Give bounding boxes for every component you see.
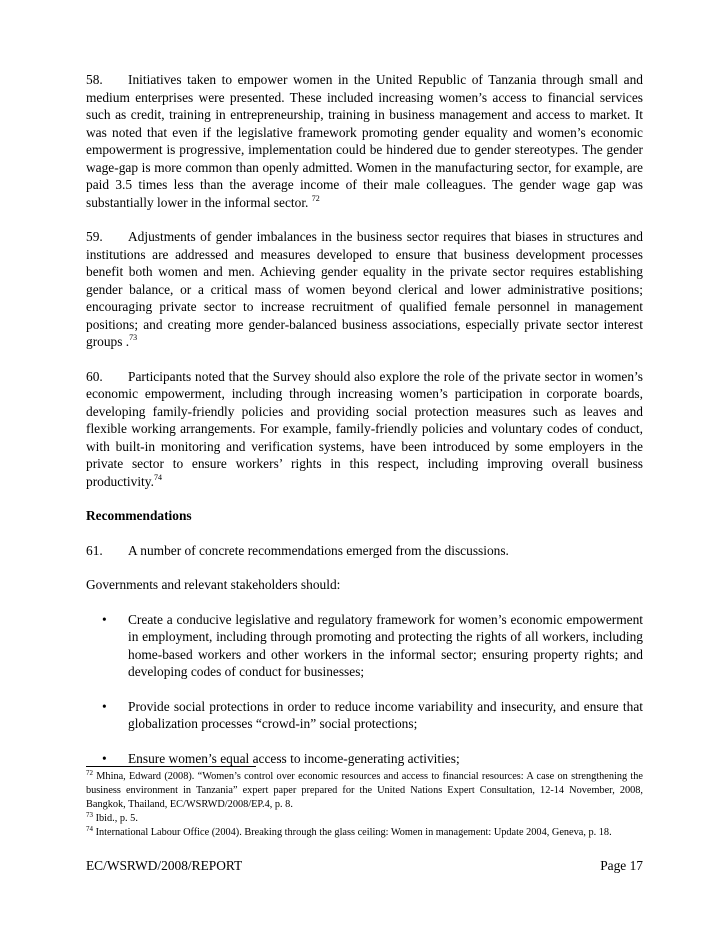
- paragraph-58: [86, 71, 643, 211]
- recommendations-list: [86, 611, 643, 768]
- page-footer: [86, 858, 643, 874]
- footnote-text: International Labour Office (2004). Breaking through the glass ceiling: Women in management: Update 2004, Geneva, p. 18.: [93, 827, 612, 838]
- footnote-number: 73: [86, 811, 93, 819]
- paragraph-number: 60.: [86, 368, 103, 384]
- bullet-icon: •: [102, 698, 107, 714]
- page-number: Page 17: [600, 858, 643, 873]
- intro-line: Governments and relevant stakeholders should:: [86, 577, 341, 592]
- footnote-72: [86, 770, 643, 812]
- footnotes: [86, 770, 643, 840]
- footnote-divider: [86, 766, 256, 767]
- paragraph-number: 59.: [86, 229, 103, 244]
- bullet-icon: •: [102, 611, 107, 627]
- paragraph-number: 61.: [86, 542, 103, 558]
- paragraph-60: [86, 368, 643, 491]
- footnote-text: Ibid., p. 5.: [93, 813, 138, 824]
- paragraph-text: Initiatives taken to empower women in the United Republic of Tanzania through small and medium enterprises were presented. These included increasing women’s access to financial services such as credit, training in entrepreneurship, training in business management and access to market. It was noted that even if the legislative framework promoting gender equality and women’s economic empowerment is progressive, implementation could be hindered due to gender stereotypes. The gender wage-gap is more common than openly admitted. Women in the manufacturing sector, for example, are paid 3.5 times less than the average income of their male colleagues. The gender wage gap was substantially lower in the informal sector.: [86, 72, 643, 210]
- paragraph-61: [86, 542, 643, 560]
- paragraph-59: [86, 228, 643, 351]
- section-heading: Recommendations: [86, 508, 192, 523]
- footnote-number: 72: [86, 769, 93, 777]
- footnote-ref[interactable]: 72: [311, 193, 320, 203]
- footnote-74: [86, 826, 643, 840]
- list-item-text: Create a conducive legislative and regulatory framework for women’s economic empowerment in employment, including through promoting and protecting the rights of all workers, including home-based workers and other workers in the informal sector; ensuring property rights; and developing codes of conduct for businesses;: [128, 611, 643, 679]
- footnote-ref[interactable]: 73: [129, 333, 138, 342]
- list-item: [86, 750, 643, 768]
- page-body: [86, 71, 643, 784]
- paragraph-text: Participants noted that the Survey should also explore the role of the private sector in women’s economic empowerment, including through increasing women’s participation in corporate boards, developing family-friendly policies and providing social protection measures such as leaves and flexible working arrangements. For example, family-friendly policies and voluntary codes of conduct, with built-in monitoring and verification systems, have been introduced by some employers in the private sector to ensure workers’ rights in this respect, including improving overall business productivity.: [86, 368, 643, 489]
- paragraph-text: Adjustments of gender imbalances in the business sector requires that biases in structures and institutions are addressed and measures developed to ensure that business development processes benefit both women and men. Achieving gender equality in the private sector requires establishing gender balance, or a critical mass of women beyond clerical and lower administrative positions; encouraging private sector to increase recruitment of qualified female personnel in management positions; and creating more gender-balanced business associations, especially private sector interest groups .: [86, 229, 643, 349]
- footnote-text: Mhina, Edward (2008). “Women’s control over economic resources and access to financial resources: A case on strengthening the business environment in Tanzania” expert paper prepared for the United Nations Expert Consultation, 12-14 November, 2008, Bangkok, Thailand, EC/WSRWD/2008/EP.4, p. 8.: [86, 771, 643, 810]
- footnote-number: 74: [86, 825, 93, 833]
- list-item: [86, 611, 643, 681]
- paragraph-number: 58.: [86, 72, 103, 87]
- list-item-text: Provide social protections in order to reduce income variability and insecurity, and ensure that globalization processes “crowd-in” social protections;: [128, 698, 643, 731]
- footnote-ref[interactable]: 74: [153, 472, 162, 482]
- document-id: EC/WSRWD/2008/REPORT: [86, 858, 243, 873]
- list-item-text: Ensure women’s equal access to income-generating activities;: [128, 750, 460, 766]
- list-item: [86, 698, 643, 733]
- bullet-icon: •: [102, 750, 107, 766]
- footnote-73: [86, 812, 643, 826]
- paragraph-text: A number of concrete recommendations emerged from the discussions.: [128, 542, 509, 558]
